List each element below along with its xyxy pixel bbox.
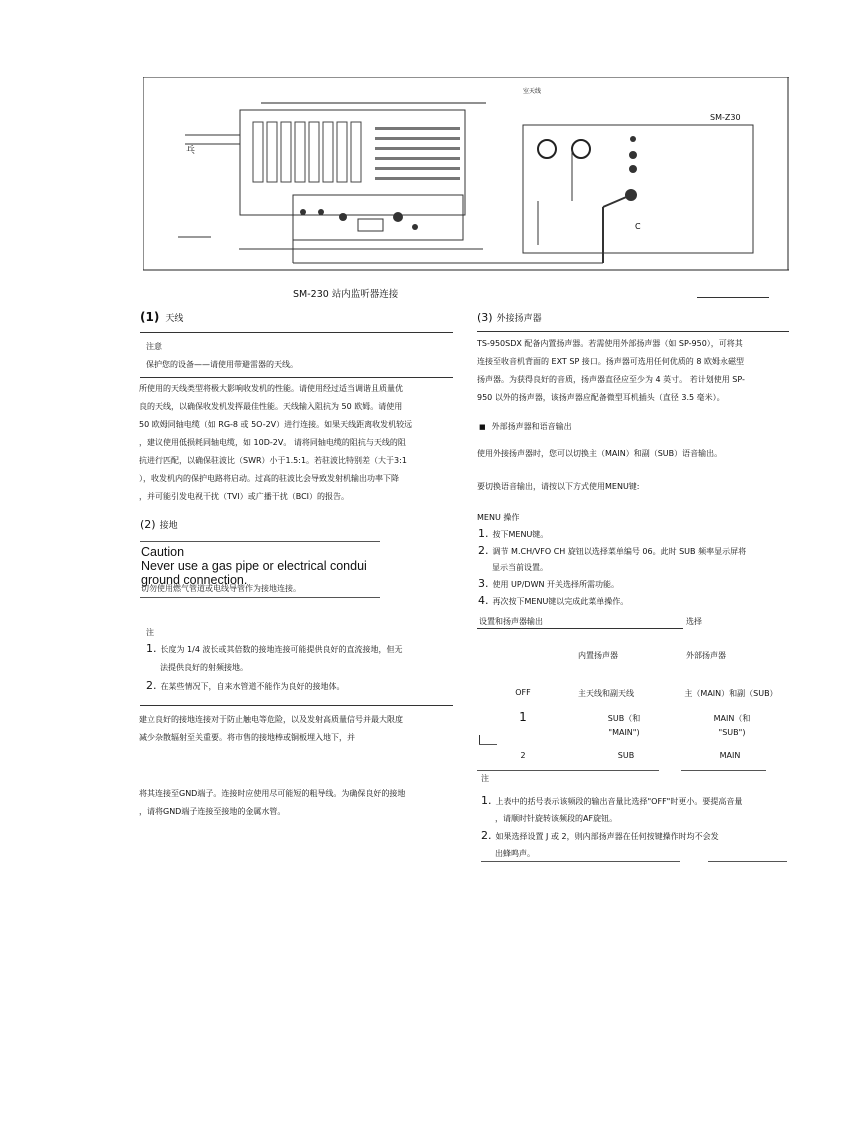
note-item: 1. 上表中的括号表示该频段的输出音量比选择"OFF"时更小。要提高音量 xyxy=(481,794,743,807)
note-item: 2. 在某些情况下，自来水管道不能作为良好的接地体。 xyxy=(146,679,345,692)
table-notes xyxy=(481,792,801,862)
divider xyxy=(479,744,497,745)
paragraph-line: 将其连接至GND端子。连接时应使用尽可能短的粗导线。为确保良好的接地 xyxy=(139,789,406,798)
paragraph-line: 抗进行匹配，以确保驻波比（SWR）小于1.5:1。若驻波比特别差（大于3:1 xyxy=(139,456,407,465)
ground-notes xyxy=(146,640,456,696)
row-setting: 1 xyxy=(519,710,527,724)
caution-title: Caution xyxy=(141,545,185,559)
divider xyxy=(140,597,380,598)
bullet-icon: ■ xyxy=(479,423,486,431)
section-title: 接地 xyxy=(159,521,178,531)
row-external: 主（MAIN）和副（SUB） xyxy=(684,689,778,698)
step-item: 3. 使用 UP/DWN 开关选择所需功能。 xyxy=(478,577,620,590)
section-number: (1) xyxy=(140,310,160,324)
cell-line: SUB（和 xyxy=(607,714,641,723)
note-item-cont: 法提供良好的射频接地。 xyxy=(160,663,248,672)
section-number: (3) xyxy=(477,311,493,324)
menu-intro: 要切换语音输出，请按以下方式使用MENU键: xyxy=(477,482,640,491)
row-external xyxy=(684,712,780,740)
table-notes-title: 注 xyxy=(481,774,489,783)
table-header-right: 选择 xyxy=(686,617,702,626)
antenna-heading xyxy=(140,310,183,324)
diagram-drawing xyxy=(143,77,789,299)
caution-translation: 切勿使用燃气管道或电线导管作为接地连接。 xyxy=(141,584,301,593)
step-item-cont: 显示当前设置。 xyxy=(492,563,548,572)
diagram-box-label: SM-Z30 xyxy=(710,113,741,122)
caution-text: Never use a gas pipe or electrical condui xyxy=(141,559,367,573)
note-item: 1. 长度为 1/4 波长或其倍数的接地连接可能提供良好的直流接地，但无 xyxy=(146,642,403,655)
divider xyxy=(477,628,683,629)
paragraph-line: 扬声器。为获得良好的音质，扬声器直径应至少为 4 英寸。 若计划使用 SP- xyxy=(477,375,745,384)
paragraph-line: 所使用的天线类型将极大影响收发机的性能。请使用经过适当调谐且质量优 xyxy=(139,384,403,393)
section-number: (2) xyxy=(140,518,156,531)
row-setting: OFF xyxy=(515,688,531,697)
diagram-caption: SM-230 站内监听器连接 xyxy=(293,289,399,300)
paragraph-line: ，建议使用低损耗同轴电缆，如 10D-2V。 请将同轴电缆的阻抗与天线的阻 xyxy=(139,438,406,447)
divider xyxy=(477,770,659,771)
col-external: 外部扬声器 xyxy=(686,651,726,660)
divider xyxy=(681,770,766,771)
section-title: 外接扬声器 xyxy=(496,314,542,324)
divider xyxy=(481,861,680,862)
paragraph-line: ，请将GND端子连接至接地的金属水管。 xyxy=(139,807,286,816)
divider xyxy=(140,541,380,542)
paragraph-line: 良的天线，以确保收发机发挥最佳性能。天线输入阻抗为 50 欧姆。请使用 xyxy=(139,402,403,411)
connection-diagram xyxy=(143,77,789,299)
ground-heading xyxy=(140,518,178,531)
table-header-left: 设置和扬声器输出 xyxy=(479,617,543,626)
speaker-heading xyxy=(477,311,542,324)
note-item-cont: 出蜂鸣声。 xyxy=(495,849,535,858)
note-item: 2. 如果选择设置 J 或 2，则内部扬声器在任何按键操作时均不会发 xyxy=(481,829,719,842)
row-internal: 主天线和副天线 xyxy=(578,689,634,698)
paragraph-line: TS-950SDX 配备内置扬声器。若需使用外部扬声器（如 SP-950），可将其 xyxy=(477,339,743,348)
speaker-paragraph xyxy=(477,335,797,407)
antenna-note-text: 保护您的设备——请使用带避雷器的天线。 xyxy=(146,360,298,369)
ground-para2 xyxy=(139,785,459,821)
table-mark xyxy=(479,735,480,744)
row-setting: 2 xyxy=(520,751,526,760)
sub-text: 使用外接扬声器时，您可以切换主（MAIN）和副（SUB）语音输出。 xyxy=(477,449,723,458)
svg-text:C: C xyxy=(635,222,641,231)
row-internal: SUB xyxy=(617,751,635,760)
cell-line: MAIN（和 xyxy=(713,714,751,723)
svg-text:乓: 乓 xyxy=(186,146,196,156)
row-external: MAIN xyxy=(719,751,741,760)
sub-heading-text: 外部扬声器和语音输出 xyxy=(491,422,572,431)
caution-text-cont: ground connection. xyxy=(141,573,248,587)
step-item: 4. 再次按下MENU键以完成此菜单操作。 xyxy=(478,594,629,607)
section-title: 天线 xyxy=(165,314,184,324)
menu-steps xyxy=(478,526,798,610)
menu-title: MENU 操作 xyxy=(477,513,520,522)
paragraph-line: 50 欧姆同轴电缆（如 RG-8 或 5O-2V）进行连接。如果天线距离收发机较远 xyxy=(139,420,413,429)
divider xyxy=(140,332,453,333)
caution-box xyxy=(141,545,381,597)
divider xyxy=(140,377,453,378)
paragraph-line: 连接至收音机背面的 EXT SP 接口。扬声器可选用任何优质的 8 欧姆永磁型 xyxy=(477,357,744,366)
ground-note-title: 注 xyxy=(146,628,154,637)
step-item: 2. 调节 M.CH/VFO CH 旋钮以选择菜单编号 06。此时 SUB 频率显示屏将 xyxy=(478,544,747,557)
note-item-cont: ，请顺时针旋转该频段的AF旋钮。 xyxy=(495,814,618,823)
paragraph-line: 950 以外的扬声器，该扬声器应配备微型耳机插头（直径 3.5 毫米）。 xyxy=(477,393,725,402)
sub-heading xyxy=(479,421,572,433)
ground-para1 xyxy=(139,711,459,747)
col-internal: 内置扬声器 xyxy=(578,651,618,660)
row-internal xyxy=(576,712,672,740)
diagram-top-label: 室天线 xyxy=(523,88,542,95)
paragraph-line: 减少杂散辐射至关重要。将市售的接地棒或铜板埋入地下，并 xyxy=(139,733,355,742)
paragraph-line: 建立良好的接地连接对于防止触电等危险，以及发射高质量信号并最大限度 xyxy=(139,715,403,724)
divider xyxy=(697,297,769,298)
step-item: 1. 按下MENU键。 xyxy=(478,527,549,540)
divider xyxy=(477,331,789,332)
divider xyxy=(140,705,453,706)
paragraph-line: ），收发机内的保护电路将启动。过高的驻波比会导致发射机输出功率下降 xyxy=(139,474,399,483)
cell-line: "MAIN") xyxy=(608,728,640,737)
cell-line: "SUB") xyxy=(718,728,746,737)
divider xyxy=(708,861,787,862)
antenna-paragraph xyxy=(139,380,459,506)
antenna-note-title: 注意 xyxy=(146,342,162,351)
paragraph-line: ，并可能引发电视干扰（TVI）或广播干扰（BCI）的报告。 xyxy=(139,492,350,501)
